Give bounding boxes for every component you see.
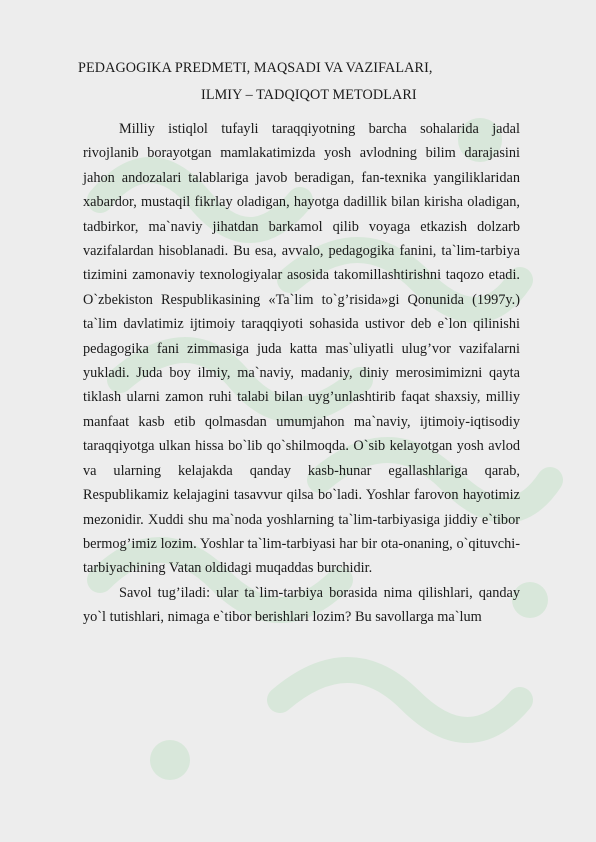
- paragraph-1: Milliy istiqlol tufayli taraqqiyotning barcha sohalarida jadal rivojlanib borayotgan mamlakatimizda yosh avlodning bilim darajasini jahon andozalari talablariga javob beradigan, fan-texnika yangiliklaridan xabardor, mustaqil fikrlay oladigan, hayotga dadillik bilan kirisha oladigan, tadbirkor, ma`naviy jihatdan barkamol qilib voyaga etkazish dolzarb vazifalardan hisoblanadi. Bu esa, avvalo, pedagogika fanini, ta`lim-tarbiya tizimini zamonaviy texnologiyalar asosida takomillashtirishni taqozo etadi. O`zbekiston Respublikasining «Ta`lim to`g’risida»gi Qonunida (1997y.) ta`lim davlatimiz ijtimoiy taraqqiyoti sohasida ustivor deb e`lon qilinishi pedagogika fani zimmasiga juda katta mas`uliyatli ulug’vor vazifalarni yukladi. Juda boy ilmiy, ma`naviy, madaniy, diniy merosimimizni qayta tiklash ularni zamon ruhi talabi bilan uyg’unlashtirib faqat shaxsiy, milliy manfaat kasb etib qolmasdan umumjahon ma`naviy, ijtimoiy-iqtisodiy taraqqiyotga ulkan hissa bo`lib qo`shilmoqda. O`sib kelayotgan yosh avlod va ularning kelajakda qanday kasb-hunar egallashlariga qarab, Respublikamiz kelajagini tasavvur qilsa bo`ladi. Yoshlar farovon hayotimiz mezonidir. Xuddi shu ma`noda yoshlarning ta`lim-tarbiyasiga jiddiy e`tibor bermog’imiz lozim. Yoshlar ta`lim-tarbiyasi har bir ota-onaning, o`qituvchi-tarbiyachining Vatan oldidagi muqaddas burchidir.: [83, 121, 520, 577]
- paragraph-2: Savol tug’iladi: ular ta`lim-tarbiya borasida nima qilishlari, qanday yo`l tutishlari, nimaga e`tibor berishlari lozim? Bu savollarga ma`lum: [83, 584, 520, 626]
- title-line-2: ILMIY – TADQIQOT METODLARI: [201, 87, 417, 103]
- title-line-1: PEDAGOGIKA PREDMETI, MAQSADI VA VAZIFALARI,: [78, 60, 433, 76]
- body-text: [83, 117, 520, 630]
